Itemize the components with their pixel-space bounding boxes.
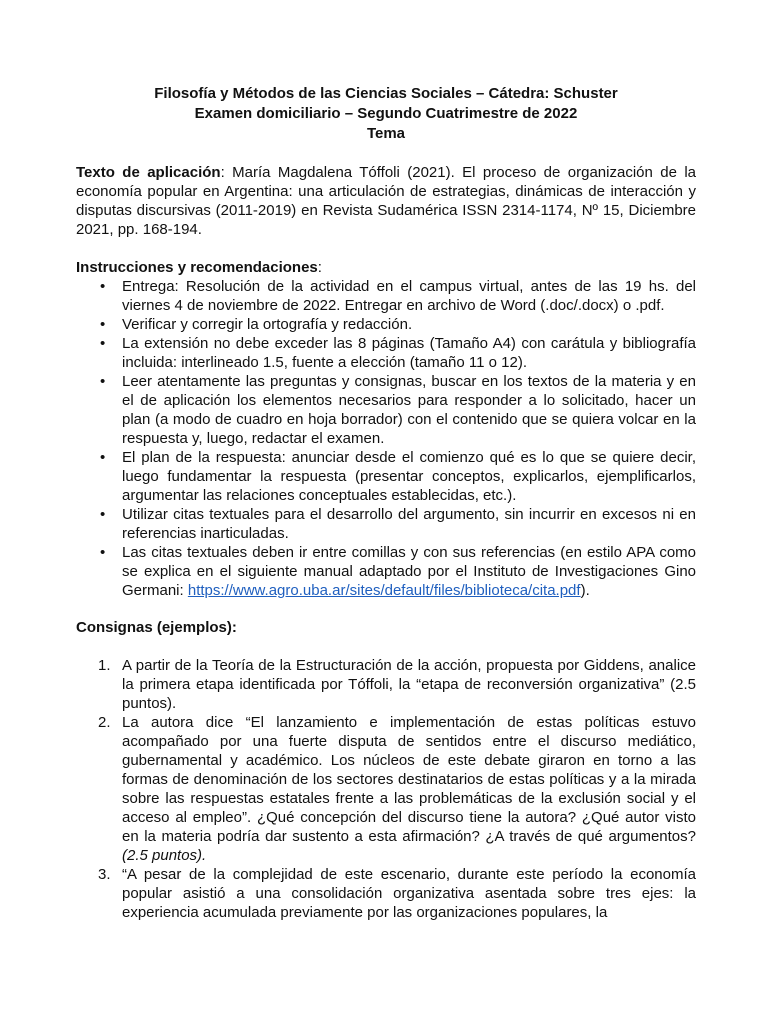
list-item-text: Leer atentamente las preguntas y consignas, buscar en los textos de la materia y en el de aplicación los elementos necesarios para responder a lo solicitado, hacer un plan (a modo de cuadro en hoja borrador) con el contenido que se quiera volcar en la respuesta y, luego, redactar el examen.: [122, 373, 696, 447]
document-header: [76, 84, 696, 144]
bullet-icon: •: [100, 316, 106, 333]
consigna-points: (2.5 puntos).: [122, 847, 207, 864]
list-item-text: Verificar y corregir la ortografía y redacción.: [122, 316, 413, 333]
list-item: [76, 334, 696, 372]
consigna-item: [76, 865, 696, 922]
list-item-text-end: ).: [580, 582, 590, 599]
consigna-item: [76, 713, 696, 865]
citation-manual-link[interactable]: https://www.agro.uba.ar/sites/default/files/biblioteca/cita.pdf: [187, 582, 581, 599]
bullet-icon: •: [100, 373, 106, 390]
header-course-title: Filosofía y Métodos de las Ciencias Sociales – Cátedra: Schuster: [154, 85, 618, 102]
list-item-text: La extensión no debe exceder las 8 páginas (Tamaño A4) con carátula y bibliografía incluida: interlineado 1.5, fuente a elección (tamaño 11 o 12).: [122, 335, 696, 371]
list-item: [76, 448, 696, 505]
list-item: [76, 543, 696, 600]
header-topic: Tema: [366, 125, 406, 142]
list-item-text: Las citas textuales deben ir entre comillas y con sus referencias (en estilo APA como se explica en el siguiente manual adaptado por el Instituto de Investigaciones Gino Germani:: [122, 544, 696, 599]
bullet-icon: •: [100, 335, 106, 352]
consigna-text: “A pesar de la complejidad de este escenario, durante este período la economía popular asistió a una consolidación organizativa asentada sobre tres ejes: la experiencia acumulada previamente por las organizaciones populares, la: [122, 866, 696, 921]
consigna-item: [76, 656, 696, 713]
application-text-body: : María Magdalena Tóffoli (2021). El proceso de organización de la economía popular en Argentina: una articulación de estrategias, dinámicas de interacción y disputas discursivas (2011-2019) en Revista Sudamérica ISSN 2314-1174, Nº 15, Diciembre 2021, pp. 168-194.: [76, 164, 697, 238]
list-item: [76, 315, 696, 334]
list-item: [76, 372, 696, 448]
list-item-text: El plan de la respuesta: anunciar desde el comienzo qué es lo que se quiere decir, luego fundamentar la respuesta (presentar conceptos, explicarlos, ejemplificarlos, argumentar las relaciones conceptuales establecidas, etc.).: [122, 449, 696, 504]
consignas-list: [76, 656, 696, 922]
consigna-text: La autora dice “El lanzamiento e implementación de estas políticas estuvo acompañado por una fuerte disputa de sentidos entre el discurso mediático, gubernamental y académico. Los núcleos de este debate giraron en torno a las formas de denominación de los sectores destinatarios de estas políticas y a la mirada sobre las respuestas estatales frente a las problemáticas de la exclusión social y el acceso al empleo”. ¿Qué concepción del discurso tiene la autora? ¿Qué autor visto en la materia podría dar sustento a esta afirmación? ¿A través de qué argumentos?: [122, 714, 696, 845]
instructions-label: Instrucciones y recomendaciones: [76, 259, 318, 276]
list-item: [76, 277, 696, 315]
list-item-text: Utilizar citas textuales para el desarrollo del argumento, sin incurrir en excesos ni en referencias inarticuladas.: [122, 506, 696, 542]
consigna-number: 1.: [98, 657, 111, 674]
bullet-icon: •: [100, 544, 106, 561]
instructions-heading: [76, 258, 696, 277]
instructions-list: [76, 277, 696, 600]
bullet-icon: •: [100, 506, 106, 523]
header-exam-title: Examen domiciliario – Segundo Cuatrimestre de 2022: [194, 105, 578, 122]
consigna-text: A partir de la Teoría de la Estructuración de la acción, propuesta por Giddens, analice la primera etapa identificada por Tóffoli, la “etapa de reconversión organizativa” (2.5 puntos).: [122, 657, 696, 712]
list-item: [76, 505, 696, 543]
consigna-number: 3.: [98, 866, 111, 883]
instructions-colon: :: [317, 259, 322, 276]
consigna-number: 2.: [98, 714, 111, 731]
document-page: [76, 84, 696, 922]
list-item-text: Entrega: Resolución de la actividad en el campus virtual, antes de las 19 hs. del viernes 4 de noviembre de 2022. Entregar en archivo de Word (.doc/.docx) o .pdf.: [122, 278, 696, 314]
bullet-icon: •: [100, 449, 106, 466]
application-text-label: Texto de aplicación: [76, 164, 221, 181]
consignas-heading: Consignas (ejemplos):: [76, 619, 237, 636]
bullet-icon: •: [100, 278, 106, 295]
application-text-paragraph: [76, 163, 696, 239]
